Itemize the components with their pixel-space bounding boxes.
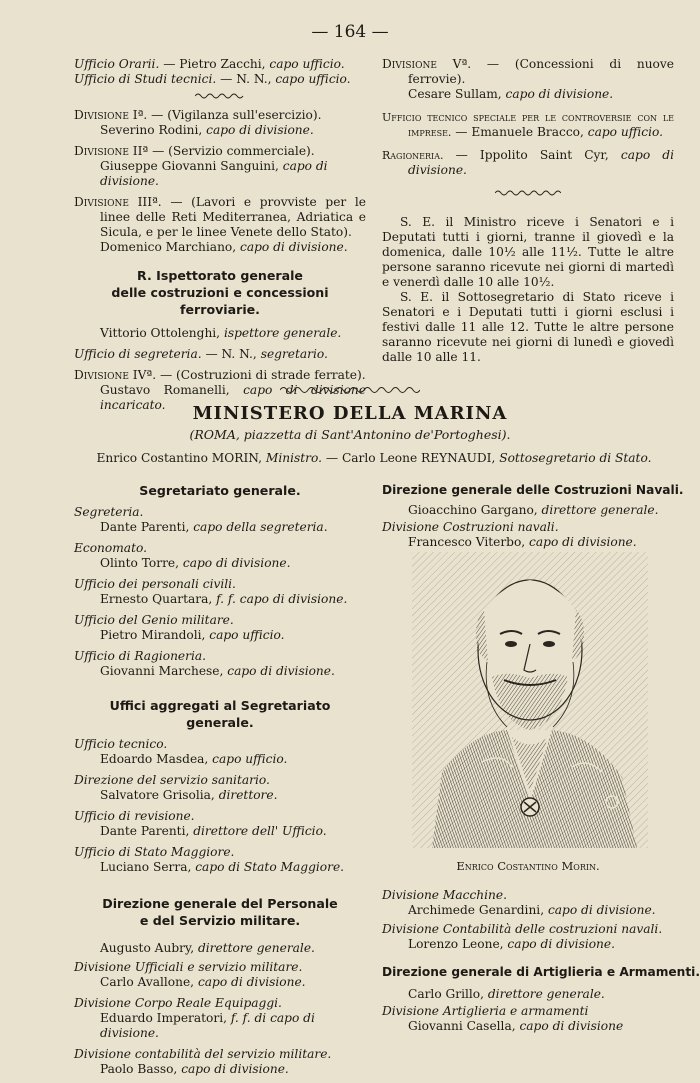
list-item: Ufficio del Genio militare. Pietro Mirandoli, capo ufficio.	[74, 613, 285, 642]
list-item: Divisione Costruzioni navali. Francesco Viterbo, capo di divisione.	[382, 520, 637, 549]
entry-divisione-5: Divisione Vª. — (Concessioni di nuove ferrovie). Cesare Sullam, capo di divisione.	[382, 57, 674, 101]
paragraph-sottosegretario-udienze: S. E. il Sottosegretario di Stato riceve i Senatori e i Deputati tutti i giorni esclusi i festivi dalle 11 alle 12. Tutte le altre persone saranno ricevute nei giorni di lunedì e giovedì dalle 10 alle 11.	[382, 290, 674, 364]
entry-segreteria-ispettorato: Ufficio di segreteria. — N. N., segretario.	[74, 347, 328, 361]
list-item: Divisione Ufficiali e servizio militare. Carlo Avallone, capo di divisione.	[74, 960, 306, 989]
wavy-ornament	[74, 89, 366, 104]
ministry-address: (ROMA, piazzetta di Sant'Antonino de'Portoghesi).	[189, 427, 511, 442]
wavy-ornament	[0, 380, 700, 399]
bottom-left-column	[74, 482, 366, 1083]
bottom-right-column-bottom	[382, 888, 700, 1040]
list-item: Divisione Artiglieria e armamenti Giovanni Casella, capo di divisione	[382, 1004, 624, 1033]
paragraph-ministro-udienze: S. E. il Ministro riceve i Senatori e i Deputati tutti i giorni, tranne il giovedì e la domenica, dalle 10½ alle 11½. Tutte le altre persone saranno ricevute nei giorni di martedì e venerdì dalle 10 alle 10½.	[382, 215, 674, 289]
heading-ispettorato: R. Ispettorato generale delle costruzioni e concessioni ferroviarie.	[111, 268, 329, 317]
entry-divisione-3: Divisione IIIª. — (Lavori e provviste per le linee delle Reti Mediterranea, Adriatica e Sicula, e per le linee Venete dello Stato). Domenico Marchiano, capo di divisione.	[74, 195, 366, 254]
entry-divisione-4: Divisione IVª. — (Costruzioni di strade ferrate). Gustavo Romanelli, capo di divisione incaricato.	[74, 368, 366, 412]
entry-divisione-2: Divisione IIª — (Servizio commerciale). Giuseppe Giovanni Sanguini, capo di divisione.	[74, 144, 328, 188]
entry-divisione-1: Divisione Iª. — (Vigilanza sull'esercizio). Severino Rodini, capo di divisione.	[74, 108, 322, 137]
heading-uffici-aggregati: Uffici aggregati al Segretariato generale.	[109, 698, 331, 730]
list-item: Direzione del servizio sanitario. Salvatore Grisolia, direttore.	[74, 773, 278, 802]
list-item: Divisione Macchine. Archimede Genardini, capo di divisione.	[382, 888, 656, 917]
list-item: Ufficio di revisione. Dante Parenti, direttore dell' Ufficio.	[74, 809, 327, 838]
entry-ragioneria: Ragioneria. — Ippolito Saint Cyr, capo di divisione.	[382, 148, 674, 177]
heading-artiglieria: Direzione generale di Artiglieria e Armamenti.	[382, 965, 700, 979]
top-right-column	[382, 57, 674, 365]
heading-costruzioni-navali: Direzione generale delle Costruzioni Navali.	[382, 483, 684, 497]
list-item: Economato. Olinto Torre, capo di divisione.	[74, 541, 291, 570]
portrait-caption: Enrico Costantino Morin.	[456, 859, 600, 873]
ministers-line: Enrico Costantino MORIN, Ministro. — Carlo Leone REYNAUDI, Sottosegretario di Stato.	[96, 451, 652, 465]
portrait-engraving	[412, 552, 648, 848]
list-item: Ufficio di Stato Maggiore. Luciano Serra, capo di Stato Maggiore.	[74, 845, 345, 874]
personale-director: Augusto Aubry, direttore generale.	[100, 941, 315, 955]
list-item: Ufficio tecnico. Edoardo Masdea, capo ufficio.	[74, 737, 288, 766]
list-item: Ufficio di Ragioneria. Giovanni Marchese, capo di divisione.	[74, 649, 335, 678]
artiglieria-director: Carlo Grillo, direttore generale.	[408, 987, 605, 1001]
entry-studi: Ufficio di Studi tecnici. — N. N., capo ufficio.	[74, 72, 351, 86]
list-item: Divisione Corpo Reale Equipaggi. Eduardo Imperatori, f. f. di capo di divisione.	[74, 996, 315, 1040]
list-item: Ufficio dei personali civili. Ernesto Quartara, f. f. capo di divisione.	[74, 577, 348, 606]
entry-ufficio-tecnico-speciale: Ufficio tecnico speciale per le controversie con le imprese. — Emanuele Bracco, capo ufficio.	[382, 111, 674, 139]
list-item: Divisione Contabilità delle costruzioni navali. Lorenzo Leone, capo di divisione.	[382, 922, 663, 951]
list-item: Segreteria. Dante Parenti, capo della segreteria.	[74, 505, 328, 534]
wavy-ornament	[382, 186, 674, 201]
top-left-column	[74, 57, 366, 419]
segretariato-list	[74, 505, 366, 679]
entry-orari: Ufficio Orarii. — Pietro Zacchi, capo ufficio.	[74, 57, 345, 71]
personale-list	[74, 960, 366, 1077]
bottom-right-column-top	[382, 482, 684, 556]
costruzioni-director: Gioacchino Gargano, direttore generale.	[408, 503, 659, 517]
ministry-title: MINISTERO DELLA MARINA	[192, 403, 508, 424]
page-number: — 164 —	[311, 22, 389, 42]
list-item: Divisione contabilità del servizio militare. Paolo Basso, capo di divisione.	[74, 1047, 332, 1076]
entry-ispettore: Vittorio Ottolenghi, ispettore generale.	[100, 326, 342, 340]
uffici-aggregati-list	[74, 737, 366, 875]
heading-personale: Direzione generale del Personale e del Servizio militare.	[102, 896, 338, 928]
heading-segretariato: Segretariato generale.	[139, 483, 301, 498]
